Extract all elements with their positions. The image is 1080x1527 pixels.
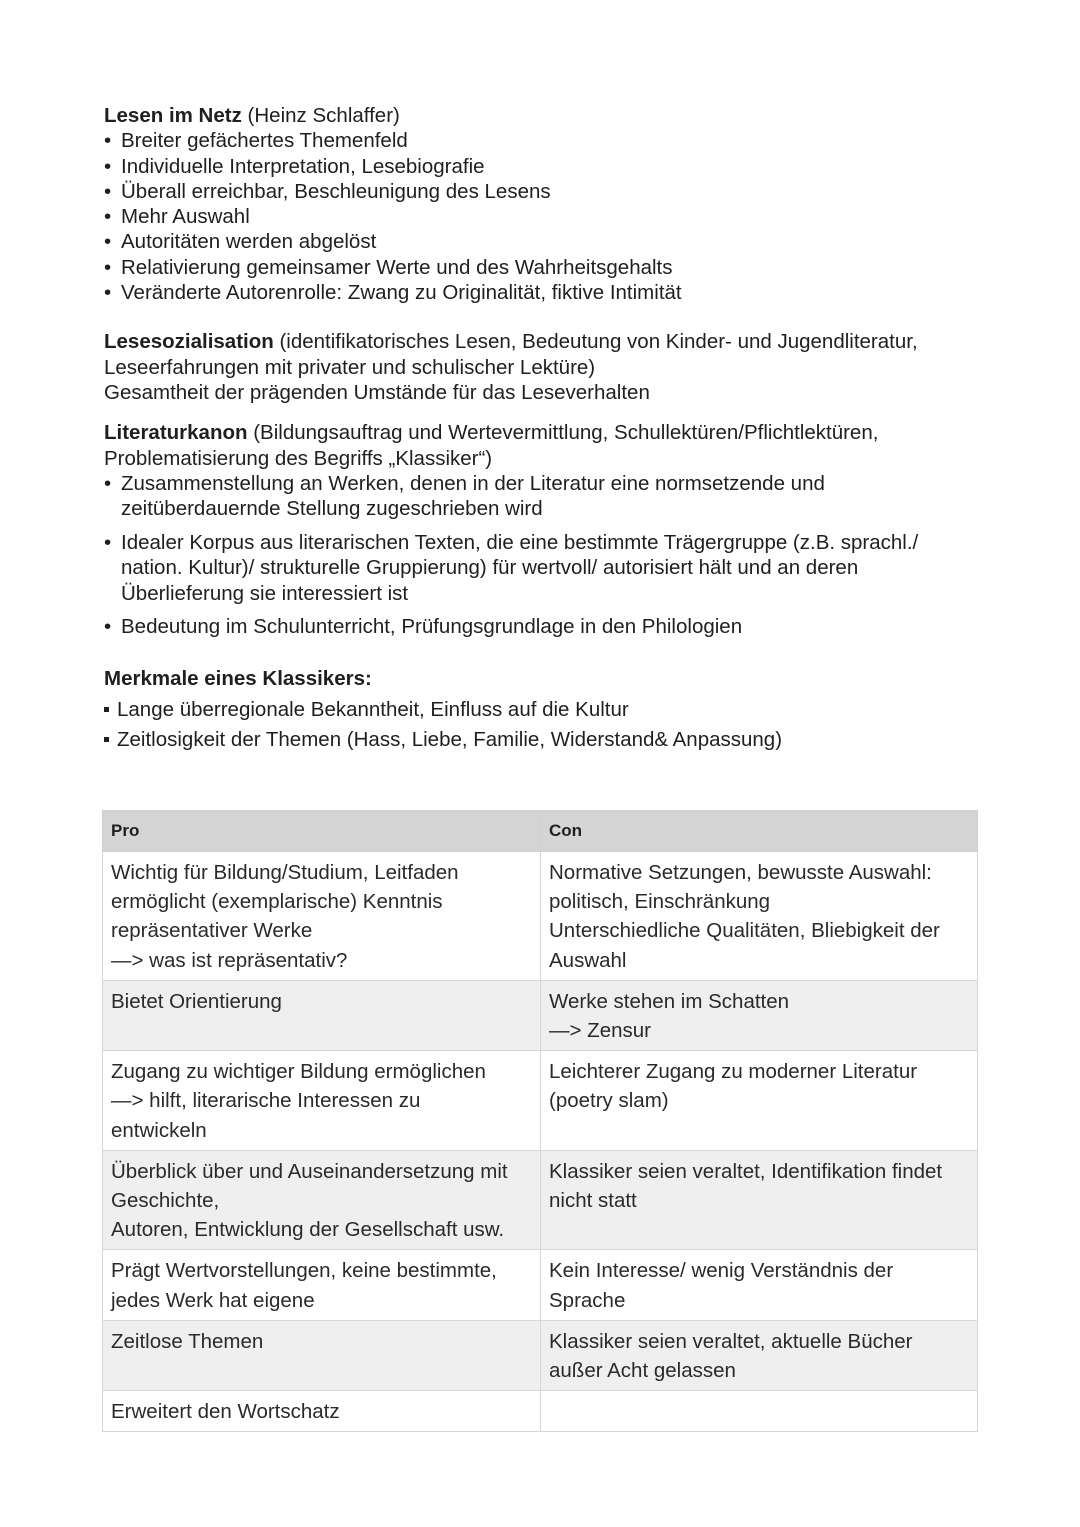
pro-cell-line: repräsentativer Werke: [111, 919, 313, 943]
con-cell: [541, 980, 978, 1050]
pro-cell: [103, 980, 541, 1050]
con-cell: [541, 1250, 978, 1320]
list-item: • Relativierung gemeinsamer Werte und des Wahrheitsgehalts: [104, 255, 978, 280]
table-row: [103, 852, 978, 981]
header-pro: Pro: [103, 811, 541, 852]
con-cell-line: außer Acht gelassen: [549, 1359, 736, 1383]
pro-cell-line: Zugang zu wichtiger Bildung ermöglichen: [111, 1060, 486, 1084]
con-cell-line: Sprache: [549, 1288, 626, 1312]
merkmale-list: [104, 695, 978, 755]
table-row: [103, 1051, 978, 1151]
con-cell: [541, 1391, 978, 1432]
table-row: [103, 980, 978, 1050]
con-cell-line: Kein Interesse/ wenig Verständnis der: [549, 1259, 894, 1283]
con-cell-line: Werke stehen im Schatten: [549, 989, 790, 1013]
pro-cell-line: jedes Werk hat eigene: [111, 1288, 315, 1312]
pro-cell-line: Zeitlose Themen: [111, 1329, 264, 1353]
lesen-im-netz-list: [104, 128, 978, 305]
pro-cell: [103, 852, 541, 981]
pro-cell-line: Überblick über und Auseinandersetzung mit: [111, 1159, 508, 1183]
con-cell-line: —> Zensur: [549, 1019, 651, 1043]
pro-cell-line: ermöglicht (exemplarische) Kenntnis: [111, 890, 443, 914]
lesesozialisation-definition: Gesamtheit der prägenden Umstände für das Leseverhalten: [104, 380, 650, 404]
section-literaturkanon: [104, 420, 978, 471]
section-merkmale-heading: [104, 666, 978, 691]
section-title: Lesesozialisation: [104, 330, 274, 354]
pro-cell-line: entwickeln: [111, 1118, 207, 1142]
section-note: (identifikatorisches Lesen, Bedeutung von Kinder- und Jugendliteratur, Leseerfahrungen mit privater und schulischer Lektüre): [104, 330, 918, 379]
pro-cell-line: Autoren, Entwicklung der Gesellschaft usw.: [111, 1218, 505, 1242]
pro-cell: [103, 1250, 541, 1320]
con-cell-line: (poetry slam): [549, 1089, 669, 1113]
con-cell: [541, 852, 978, 981]
con-cell: [541, 1320, 978, 1390]
pro-cell: [103, 1150, 541, 1250]
pro-cell: [103, 1051, 541, 1151]
list-item: • Autoritäten werden abgelöst: [104, 229, 978, 254]
con-cell-line: Auswahl: [549, 948, 627, 972]
pro-cell-line: Wichtig für Bildung/Studium, Leitfaden: [111, 861, 459, 884]
table-row: [103, 1391, 978, 1432]
pro-con-table: [102, 810, 978, 1432]
con-cell-line: politisch, Einschränkung: [549, 890, 771, 914]
list-item: • Zusammenstellung an Werken, denen in der Literatur eine normsetzende und zeitüberdauernde Stellung zugeschrieben wird: [104, 471, 978, 522]
table-row: [103, 1320, 978, 1390]
document-page: [104, 103, 978, 755]
pro-cell-line: Erweitert den Wortschatz: [111, 1400, 340, 1424]
list-item: • Überall erreichbar, Beschleunigung des Lesens: [104, 179, 978, 204]
table-row: [103, 1150, 978, 1250]
section-lesesozialisation: [104, 329, 978, 380]
con-cell-line: nicht statt: [549, 1189, 637, 1213]
section-title: Lesen im Netz: [104, 104, 242, 127]
table-header-row: [103, 811, 978, 852]
con-cell-line: Leichterer Zugang zu moderner Literatur: [549, 1060, 918, 1084]
table-body: [103, 852, 978, 1432]
literaturkanon-list: [104, 471, 978, 640]
list-item: Lange überregionale Bekanntheit, Einfluss auf die Kultur: [104, 695, 978, 725]
con-cell-line: Klassiker seien veraltet, aktuelle Bücher: [549, 1329, 913, 1353]
list-item: • Veränderte Autorenrolle: Zwang zu Originalität, fiktive Intimität: [104, 280, 978, 305]
con-cell-line: Normative Setzungen, bewusste Auswahl:: [549, 861, 932, 884]
pro-cell: [103, 1320, 541, 1390]
section-title: Literaturkanon: [104, 421, 248, 445]
list-item: • Mehr Auswahl: [104, 204, 978, 229]
section-title: Merkmale eines Klassikers:: [104, 666, 372, 690]
table-row: [103, 1250, 978, 1320]
section-subtitle: (Heinz Schlaffer): [241, 104, 400, 127]
pro-cell-line: —> was ist repräsentativ?: [111, 948, 348, 972]
con-cell: [541, 1150, 978, 1250]
section-note: (Bildungsauftrag und Wertevermittlung, Schullektüren/Pflichtlektüren, Problematisierung des Begriffs „Klassiker“): [104, 421, 879, 470]
list-item: • Bedeutung im Schulunterricht, Prüfungsgrundlage in den Philologien: [104, 614, 978, 639]
pro-cell-line: Geschichte,: [111, 1189, 220, 1213]
con-cell: [541, 1051, 978, 1151]
pro-cell-line: Bietet Orientierung: [111, 989, 282, 1013]
header-con: Con: [541, 811, 978, 852]
list-item: • Breiter gefächertes Themenfeld: [104, 128, 978, 153]
pro-cell-line: Prägt Wertvorstellungen, keine bestimmte,: [111, 1259, 497, 1283]
pro-cell-line: —> hilft, literarische Interessen zu: [111, 1089, 421, 1113]
list-item: • Idealer Korpus aus literarischen Texten, die eine bestimmte Trägergruppe (z.B. sprachl./ nation. Kultur)/ strukturelle Gruppierung) für wertvoll/ autorisiert hält und an deren Überlieferung sie interessiert ist: [104, 530, 978, 606]
pro-cell: [103, 1391, 541, 1432]
con-cell-line: Klassiker seien veraltet, Identifikation findet: [549, 1159, 943, 1183]
list-item: Zeitlosigkeit der Themen (Hass, Liebe, Familie, Widerstand& Anpassung): [104, 725, 978, 755]
section-lesen-im-netz-heading: [104, 103, 978, 128]
list-item: • Individuelle Interpretation, Lesebiografie: [104, 154, 978, 179]
con-cell-line: Unterschiedliche Qualitäten, Bliebigkeit der: [549, 919, 940, 943]
